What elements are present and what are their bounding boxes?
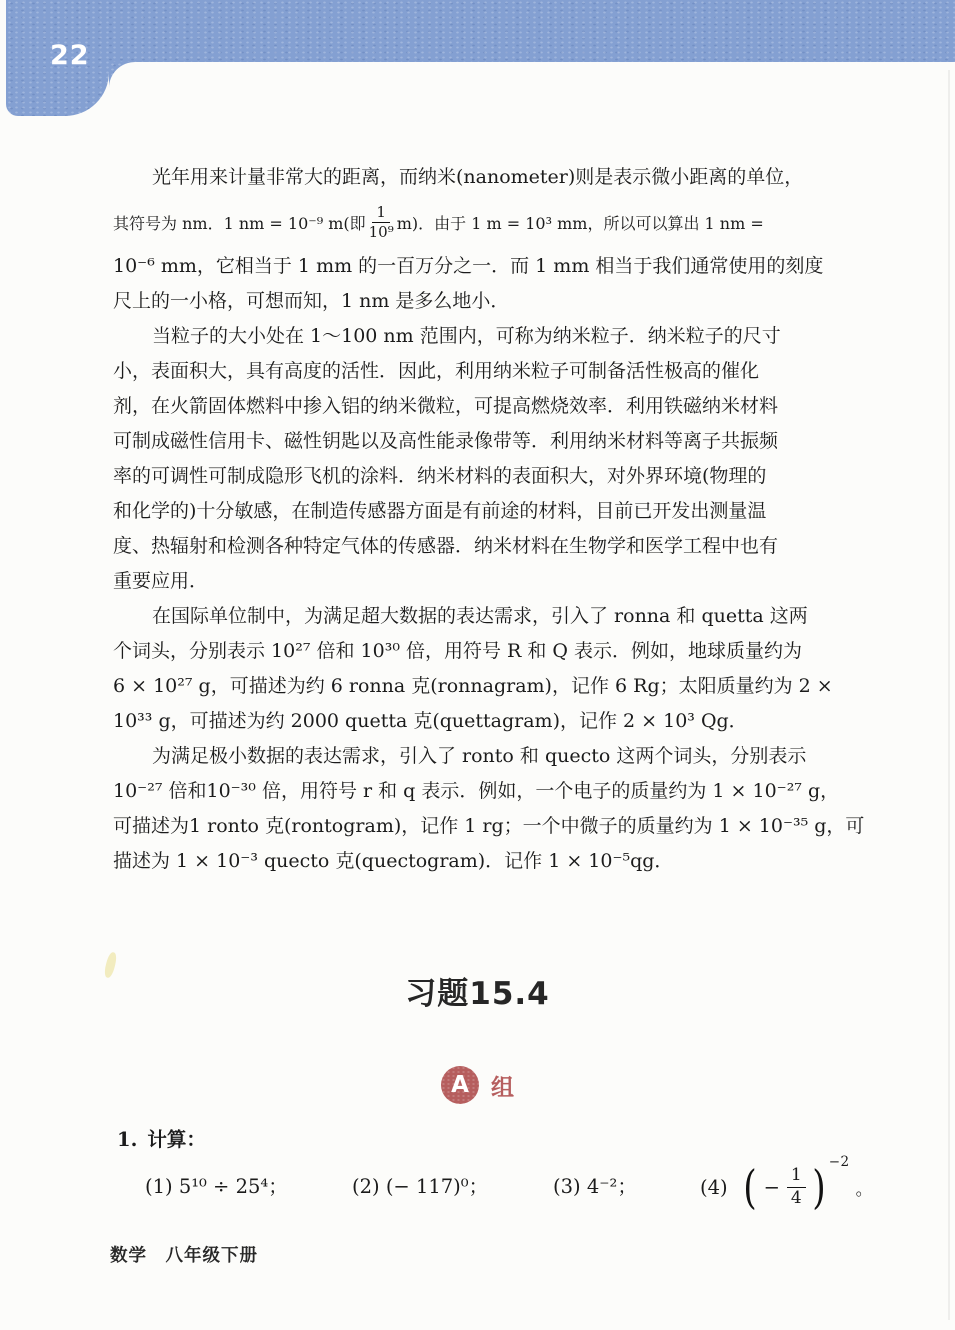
exercise-title: 习题15.4 — [405, 976, 550, 1012]
page-number: 22 — [50, 40, 90, 71]
text-line: 小，表面积大，具有高度的活性．因此，利用纳米粒子可制备活性极高的催化 — [113, 360, 760, 382]
fraction — [369, 203, 394, 242]
minus-sign: − — [763, 1175, 780, 1199]
body-text — [113, 160, 865, 879]
text-line: 光年用来计量非常大的距离，而纳米(nanometer)则是表示微小距离的单位， — [152, 166, 804, 188]
fraction-numerator: 1 — [372, 203, 390, 223]
scan-edge-line — [948, 70, 950, 1320]
text-line: 6 × 10²⁷ g，可描述为约 6 ronna 克(ronnagram)，记作 6 Rg；太阳质量约为 2 × — [113, 675, 833, 697]
left-paren: ( — [742, 1160, 757, 1214]
question-1-text: 计算： — [147, 1128, 206, 1151]
item-1: (1) 5¹⁰ ÷ 25⁴； — [145, 1175, 288, 1198]
item-4 — [700, 1148, 873, 1226]
text-line: 尺上的一小格，可想而知，1 nm 是多么地小． — [113, 290, 510, 312]
text-line: 10³³ g，可描述为约 2000 quetta 克(quettagram)，记作 2 × 10³ Qg． — [113, 710, 748, 732]
text-line: 和化学的)十分敏感，在制造传感器方面是有前途的材料，目前已开发出测量温 — [113, 500, 767, 522]
text-line: 剂，在火箭固体燃料中掺入铝的纳米微粒，可提高燃烧效率．利用铁磁纳米材料 — [113, 395, 779, 417]
header-band — [6, 0, 955, 62]
period-mark: 。 — [855, 1179, 873, 1200]
text-line-with-fraction — [113, 195, 857, 249]
exponent: −2 — [828, 1154, 850, 1170]
text-line: 可制成磁性信用卡、磁性钥匙以及高性能录像带等．利用纳米材料等离子共振频 — [113, 430, 779, 452]
text-line: 为满足极小数据的表达需求，引入了 ronto 和 quecto 这两个词头，分别表示 — [152, 745, 807, 767]
text-line: 率的可调性可制成隐形飞机的涂料．纳米材料的表面积大，对外界环境(物理的 — [113, 465, 767, 487]
page-footer: 数学 八年级下册 — [110, 1246, 258, 1266]
text-line: 在国际单位制中，为满足超大数据的表达需求，引入了 ronna 和 quetta 这两 — [152, 605, 808, 627]
fraction-numerator: 1 — [787, 1165, 806, 1187]
text-line: 当粒子的大小处在 1～100 nm 范围内，可称为纳米粒子．纳米粒子的尺寸 — [152, 325, 781, 347]
text-line: 可描述为1 ronto 克(rontogram)，记作 1 rg；一个中微子的质量约为 1 × 10⁻³⁵ g，可 — [113, 815, 865, 837]
item-3: (3) 4⁻²； — [553, 1175, 637, 1198]
item-4-label: (4) — [700, 1175, 728, 1199]
group-a-badge: A — [441, 1066, 479, 1104]
text-line: 10⁻²⁷ 倍和10⁻³⁰ 倍，用符号 r 和 q 表示．例如，一个电子的质量约为 1 × 10⁻²⁷ g， — [113, 780, 840, 802]
group-a-row — [0, 1066, 955, 1104]
text-line: 10⁻⁶ mm，它相当于 1 mm 的一百万分之一．而 1 mm 相当于我们通常使用的刻度 — [113, 255, 824, 277]
text-line: 个词头，分别表示 10²⁷ 倍和 10³⁰ 倍，用符号 R 和 Q 表示．例如，地球质量约为 — [113, 640, 803, 662]
text-line: 描述为 1 × 10⁻³ quecto 克(quectogram)．记作 1 × 10⁻⁵qg． — [113, 850, 674, 872]
fraction-denominator: 4 — [790, 1187, 802, 1208]
text-line: 重要应用． — [113, 570, 209, 592]
question-1-number: 1. — [117, 1128, 138, 1151]
question-1-items — [0, 1148, 955, 1226]
item-2: (2) (− 117)⁰； — [352, 1175, 489, 1198]
text-segment: 其符号为 nm．1 nm = 10⁻⁹ m(即 — [113, 213, 366, 233]
fraction-denominator: 10⁹ — [368, 222, 394, 241]
text-line: 度、热辐射和检测各种特定气体的传感器．纳米材料在生物学和医学工程中也有 — [113, 535, 779, 557]
right-paren: ) — [811, 1160, 826, 1214]
fraction — [787, 1165, 806, 1209]
group-a-label: 组 — [491, 1074, 514, 1101]
text-segment: m)．由于 1 m = 10³ mm，所以可以算出 1 nm = — [396, 213, 764, 233]
